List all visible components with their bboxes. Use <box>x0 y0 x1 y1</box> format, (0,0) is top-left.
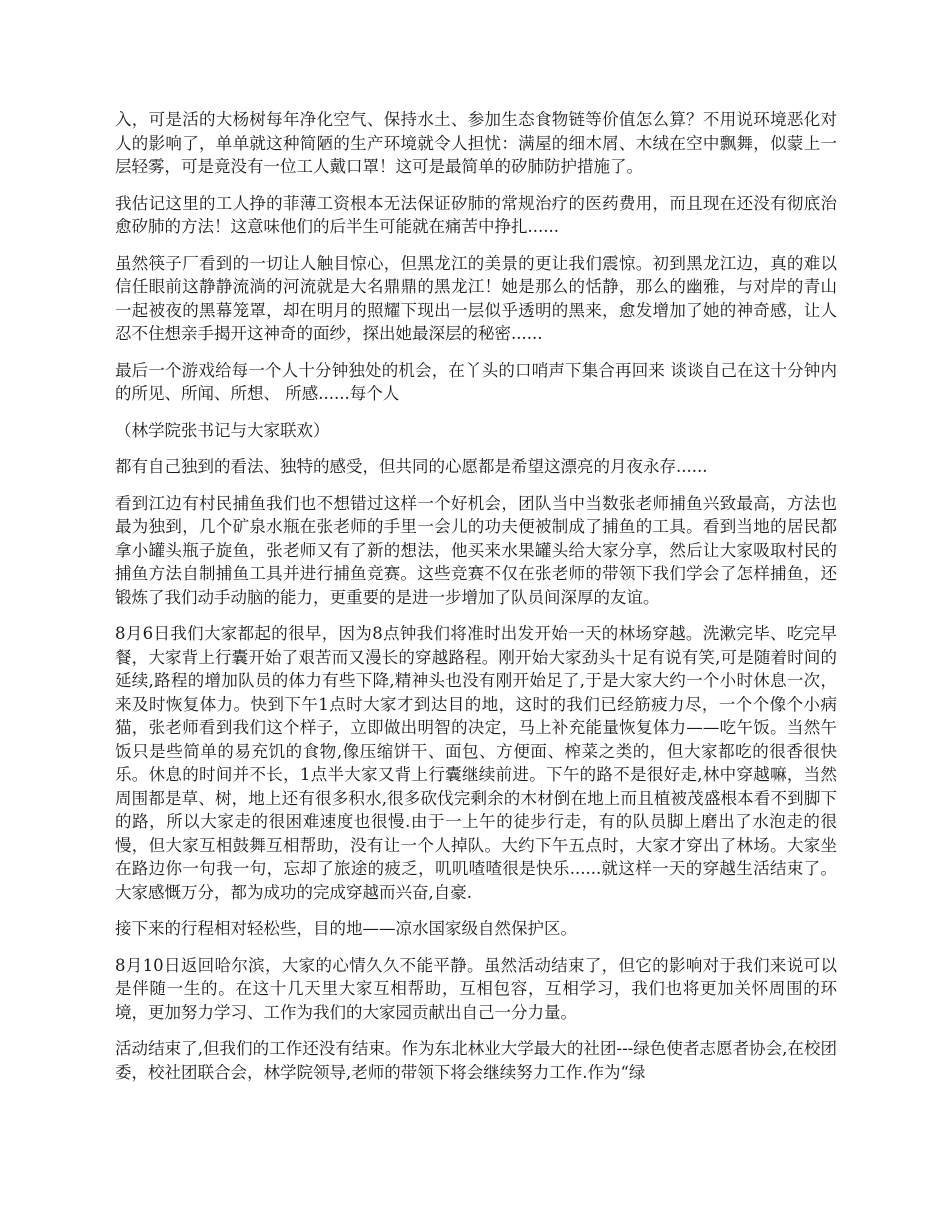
paragraph-10: 8月10日返回哈尔滨，大家的心情久久不能平静。虽然活动结束了，但它的影响对于我们来说可以是伴随一生的。在这十几天里大家互相帮助，互相包容，互相学习，我们也将更加关怀周围的环境，更加努力学习、工作为我们的大家园贡献出自己一分力量。 <box>115 955 837 1022</box>
paragraph-2: 我估记这里的工人挣的菲薄工资根本无法保证矽肺的常规治疗的医药费用，而且现在还没有彻底治愈矽肺的方法！这意味他们的后半生可能就在痛苦中挣扎...... <box>115 193 837 236</box>
paragraph-1: 入，可是活的大杨树每年净化空气、保持水土、参加生态食物链等价值怎么算？不用说环境恶化对人的影响了，单单就这种简陋的生产环境就令人担忧：满屋的细木屑、木绒在空中飘舞，似蒙上一层轻雾，可是竟没有一位工人戴口罩！这可是最简单的矽肺防护措施了。 <box>115 110 837 176</box>
paragraph-5-caption: （林学院张书记与大家联欢） <box>115 420 330 440</box>
document-body <box>115 108 837 1097</box>
paragraph-6: 都有自己独到的看法、独特的感受，但共同的心愿都是希望这漂亮的月夜永存...... <box>115 457 708 476</box>
paragraph-3: 虽然筷子厂看到的一切让人触目惊心，但黑龙江的美景的更让我们震惊。初到黑龙江边，真的难以信任眼前这静静流淌的河流就是大名鼎鼎的黑龙江！她是那么的恬静，那么的幽雅，与对岸的青山一起被夜的黑幕笼罩，却在明月的照耀下现出一层似乎透明的黑来，愈发增加了她的神奇感，让人忍不住想亲手揭开这神奇的面纱，探出她最深层的秘密...... <box>115 253 837 343</box>
paragraph-11: 活动结束了,但我们的工作还没有结束。作为东北林业大学最大的社团---绿色使者志愿者协会,在校团委，校社团联合会，林学院领导,老师的带领下将会继续努力工作.作为“绿 <box>115 1039 837 1082</box>
paragraph-9: 接下来的行程相对轻松些，目的地——凉水国家级自然保护区。 <box>115 919 577 938</box>
paragraph-8: 8月6日我们大家都起的很早，因为8点钟我们将准时出发开始一天的林场穿越。洗漱完毕、吃完早餐，大家背上行囊开始了艰苦而又漫长的穿越路程。刚开始大家劲头十足有说有笑,可是随着时间的延续,路程的增加队员的体力有些下降,精神头也没有刚开始足了,于是大家大约一个小时休息一次，来及时恢复体力。快到下午1点时大家才到达目的地，这时的我们已经筋疲力尽，一个个像个小病猫，张老师看到我们这个样子，立即做出明智的决定，马上补充能量恢复体力——吃午饭。当然午饭只是些简单的易充饥的食物,像压缩饼干、面包、方便面、榨菜之类的，但大家都吃的很香很快乐。休息的时间并不长，1点半大家又背上行囊继续前进。下午的路不是很好走,林中穿越嘛，当然周围都是草、树，地上还有很多积水,很多砍伐完剩余的木材倒在地上而且植被茂盛根本看不到脚下的路，所以大家走的很困难速度也很慢.由于一上午的徒步行走，有的队员脚上磨出了水泡走的很慢，但大家互相鼓舞互相帮助，没有让一个人掉队。大约下午五点时，大家才穿出了林场。大家坐在路边你一句我一句，忘却了旅途的疲乏，叽叽喳喳很是快乐......就这样一天的穿越生活结束了。大家感慨万分，都为成功的完成穿越而兴奋,自豪. <box>115 624 837 902</box>
paragraph-4: 最后一个游戏给每一个人十分钟独处的机会，在丫头的口哨声下集合再回来 谈谈自己在这十分钟内的所见、所闻、所想、 所感......每个人 <box>115 360 837 403</box>
paragraph-7: 看到江边有村民捕鱼我们也不想错过这样一个好机会，团队当中当数张老师捕鱼兴致最高，方法也最为独到，几个矿泉水瓶在张老师的手里一会儿的功夫便被制成了捕鱼的工具。看到当地的居民都拿小罐头瓶子旋鱼，张老师又有了新的想法，他买来水果罐头给大家分享，然后让大家吸取村民的捕鱼方法自制捕鱼工具并进行捕鱼竞赛。这些竞赛不仅在张老师的带领下我们学会了怎样捕鱼，还锻炼了我们动手动脑的能力，更重要的是进一步增加了队员间深厚的友谊。 <box>115 493 837 607</box>
